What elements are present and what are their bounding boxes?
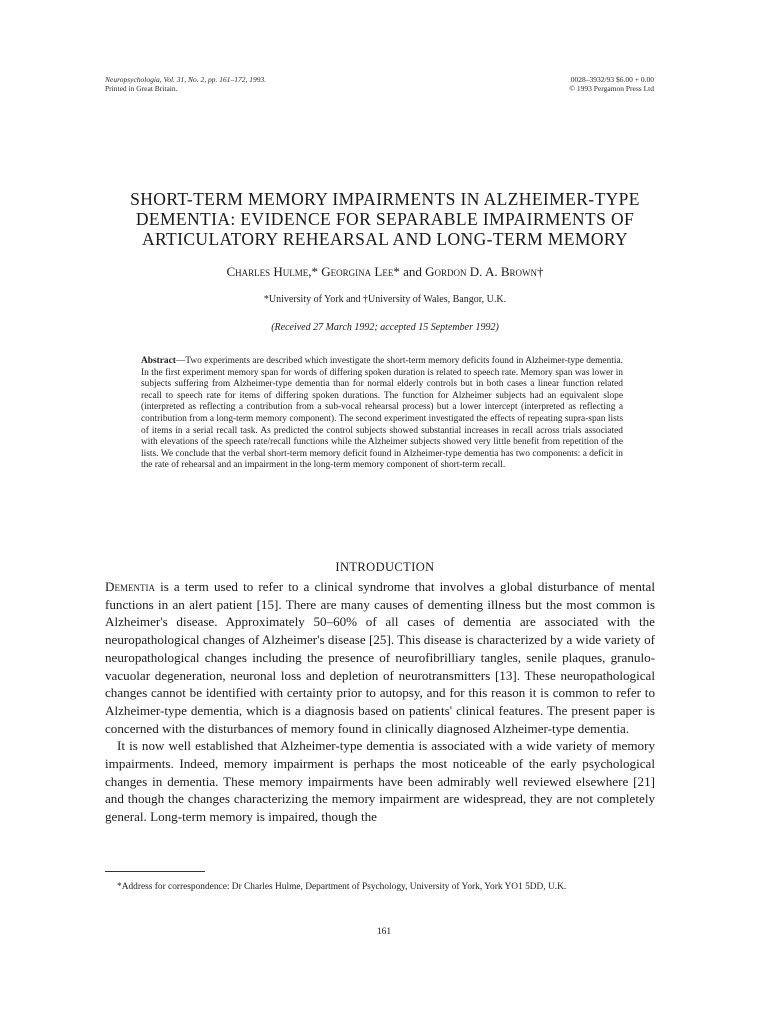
paragraph-2: It is now well established that Alzheimer-type dementia is associated with a wide variety of memory impairments. Indeed, memory impairment is perhaps the most noticeable of the early psychological changes in dementia. These memory impairments have been admirably well reviewed elsewhere [21] and though the changes characterizing the memory impairment are widespread, they are not completely general. Long-term memory is impaired, though the <box>105 738 655 825</box>
paragraph-1 <box>105 578 655 737</box>
affiliations: *University of York and †University of Wales, Bangor, U.K. <box>263 294 507 305</box>
journal-citation: Neuropsychologia, Vol. 31, No. 2, pp. 161–172, 1993. <box>105 75 267 84</box>
paragraph-lead-word: Dementia <box>105 579 155 594</box>
issn-code: 0028–3932/93 $6.00 + 0.00 <box>570 75 654 84</box>
abstract-text: —Two experiments are described which investigate the short-term memory deficits found in Alzheimer-type dementia. In the first experiment memory span for words of differing spoken duration is related to speech rate. Memory span was lower in subjects suffering from Alzheimer-type dementia than for normal elderly controls but in both cases a linear function related recall to speech rate for items of differing spoken durations. The function for Alzheimer subjects had an equivalent slope (interpreted as reflecting a contribution from a sub-vocal rehearsal process) but a lower intercept (interpreted as reflecting a contribution from a long-term memory component). The second experiment investigated the effects of repeating supra-span lists of items in a serial recall task. As predicted the control subjects showed substantial increases in recall across trials associated with elevations of the speech rate/recall functions while the Alzheimer subjects showed very little benefit from repetition of the lists. We conclude that the verbal short-term memory deficit found in Alzheimer-type dementia has two components: a deficit in the rate of rehearsal and an impairment in the long-term memory component of short-term recall. <box>141 356 623 471</box>
page-number: 161 <box>376 927 392 937</box>
author-brown: Gordon D. A. Brown† <box>425 264 544 279</box>
abstract-label: Abstract <box>141 356 176 366</box>
footnote-rule <box>105 871 205 872</box>
author-list <box>90 264 680 280</box>
journal-header-right <box>569 75 654 93</box>
author-conjunction: and <box>403 264 422 279</box>
received-dates: (Received 27 March 1992; accepted 15 September 1992) <box>271 322 499 333</box>
author-lee: Georgina Lee* <box>321 264 400 279</box>
paragraph-1-text: is a term used to refer to a clinical syndrome that involves a global disturbance of mental functions in an alert patient [15]. There are many causes of dementing illness but the most common is Alzheimer's disease. Approximately 50–60% of all cases of dementia are associated with the neuropathological changes of Alzheimer's disease [25]. This disease is characterized by a wide variety of neuropathological changes including the presence of neurofibrilliary tangles, senile plaques, granulo-vacuolar degeneration, neuronal loss and depletion of neurotransmitters [13]. These neuropathological changes cannot be identified with certainty prior to autopsy, and for this reason it is common to refer to Alzheimer-type dementia, which is a diagnosis based on patients' clinical features. The present paper is concerned with the disturbances of memory found in clinically diagnosed Alzheimer-type dementia. <box>105 579 655 736</box>
body-text <box>105 578 655 826</box>
abstract <box>141 356 623 472</box>
journal-header-left <box>105 75 266 93</box>
author-hulme: Charles Hulme,* <box>226 264 319 279</box>
section-heading-introduction: INTRODUCTION <box>335 560 435 574</box>
copyright-line: © 1993 Pergamon Press Ltd <box>569 84 654 93</box>
paper-title: SHORT-TERM MEMORY IMPAIRMENTS IN ALZHEIMER-TYPE DEMENTIA: EVIDENCE FOR SEPARABLE IMPAIRMENTS OF ARTICULATORY REHEARSAL AND LONG-TERM MEMORY <box>130 189 640 249</box>
printed-in: Printed in Great Britain. <box>105 84 178 93</box>
correspondence-footnote: *Address for correspondence: Dr Charles Hulme, Department of Psychology, University of York, York YO1 5DD, U.K. <box>117 882 567 892</box>
